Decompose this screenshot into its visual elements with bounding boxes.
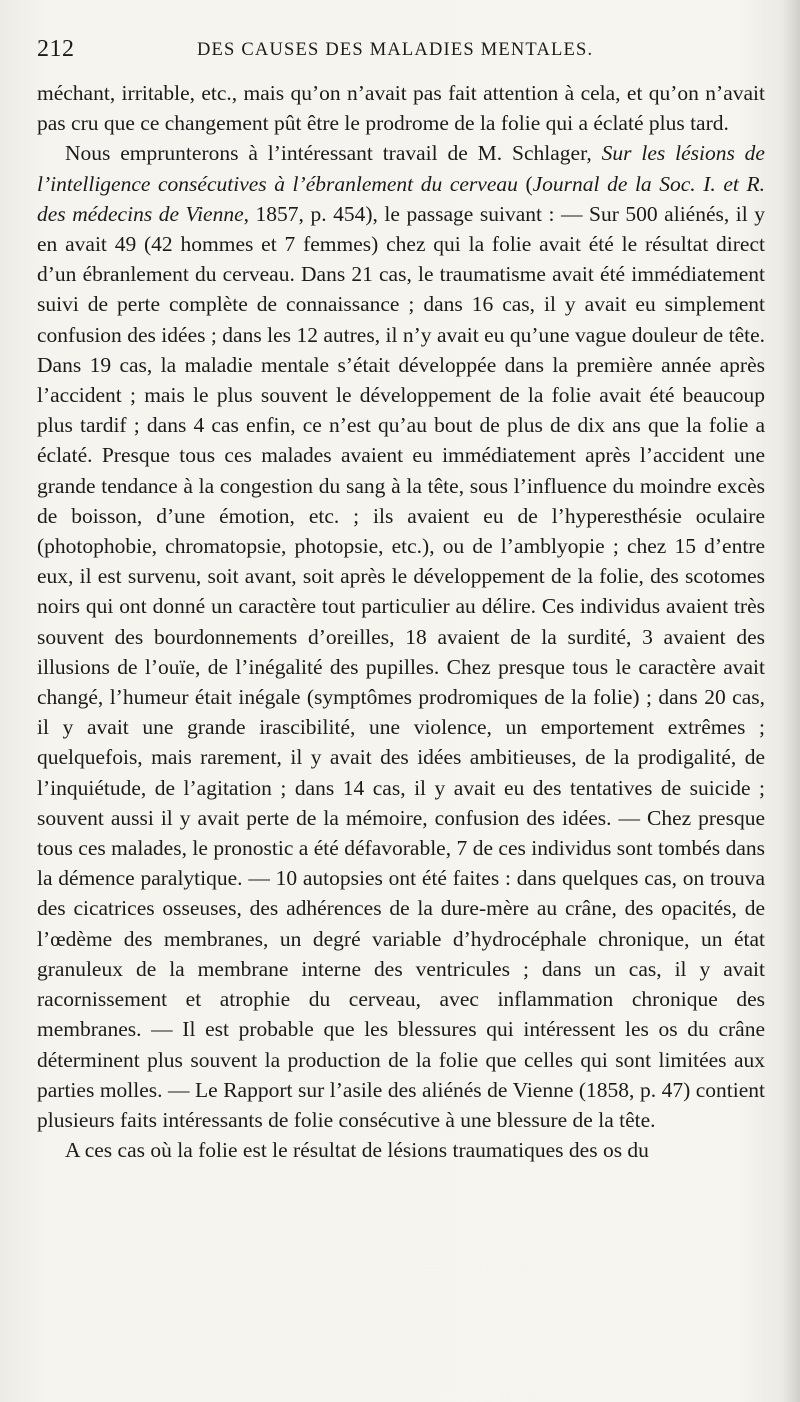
paragraph-next: A ces cas où la folie est le résultat de lésions traumatiques des os du	[65, 1138, 649, 1163]
paragraph-text: (	[517, 171, 533, 196]
body-text	[37, 78, 765, 1165]
paragraph-text: , 1857, p. 454), le passage suivant : — Sur 500 aliénés, il y en avait 49 (42 hommes et 7 femmes) chez qui la folie avait été le résultat direct d’un ébranlement du cerveau. Dans 21 cas, le traumatisme avait été immédiatement suivi de perte complète de connaissance ; dans 16 cas, il y avait eu simplement confusion des idées ; dans les 12 autres, il n’y avait eu qu’une vague douleur de tête. Dans 19 cas, la maladie mentale s’était développée dans la première année après l’accident ; mais le plus souvent le développement de la folie avait été beaucoup plus tardif ; dans 4 cas enfin, ce n’est qu’au bout de plus de dix ans que la folie a éclaté. Presque tous ces malades avaient eu immédiatement après l’accident une grande tendance à la congestion du sang à la tête, sous l’influence du moindre excès de boisson, d’une émotion, etc. ; ils avaient eu de l’hyperesthésie oculaire (photophobie, chromatopsie, photopsie, etc.), ou de l’amblyopie ; chez 15 d’entre eux, il est survenu, soit avant, soit après le développement de la folie, des scotomes noirs qui ont donné un caractère tout particulier au délire. Ces individus avaient très souvent des bourdonnements d’oreilles, 18 avaient de la surdité, 3 avaient des illusions de l’ouïe, de l’inégalité des pupilles. Chez presque tous le caractère avait changé, l’humeur était inégale (symptômes prodromiques de la folie) ; dans 20 cas, il y avait une grande irascibilité, une violence, un emportement extrêmes ; quelquefois, mais rarement, il y avait des idées ambitieuses, de la prodigalité, de l’inquiétude, de l’agitation ; dans 14 cas, il y avait eu des tentatives de suicide ; souvent aussi il y avait perte de la mémoire, confusion des idées. — Chez presque tous ces malades, le pronostic a été défavorable, 7 de ces individus sont tombés dans la démence paralytique. — 10 autopsies ont été faites : dans quelques cas, on trouva des cicatrices osseuses, des adhérences de la dure-mère au crâne, des opacités, de l’œdème des membranes, un degré variable d’hydrocéphale chronique, un état granuleux de la membrane interne des ventricules ; dans un cas, il y avait racornissement et atrophie du cerveau, avec inflammation chronique des membranes. — Il est probable que les blessures qui intéressent les os du crâne déterminent plus souvent la production de la folie que celles qui sont limitées aux parties molles. — Le Rapport sur l’asile des aliénés de Vienne (1858, p. 47) contient plusieurs faits intéressants de folie consécutive à une blessure de la tête.	[37, 201, 766, 1132]
paragraph-continuation: méchant, irritable, etc., mais qu’on n’avait pas fait attention à cela, et qu’on n’avait pas cru que ce changement pût être le prodrome de la folie qui a éclaté plus tard.	[37, 81, 765, 136]
journal-title: Journal de la Soc. I. et R. des médecins de Vienne	[37, 171, 765, 226]
running-title: DES CAUSES DES MALADIES MENTALES.	[197, 40, 594, 60]
page-gutter-shadow	[782, 0, 800, 1402]
paragraph-schlager-citation	[37, 138, 765, 1135]
page-header	[37, 32, 767, 72]
work-title: Sur les lésions de l’intelligence consécutives à l’ébranlement du cerveau	[37, 141, 765, 196]
page-number: 212	[37, 36, 75, 62]
paragraph-text: Nous emprunterons à l’intéressant travail de M. Schlager,	[65, 141, 602, 166]
